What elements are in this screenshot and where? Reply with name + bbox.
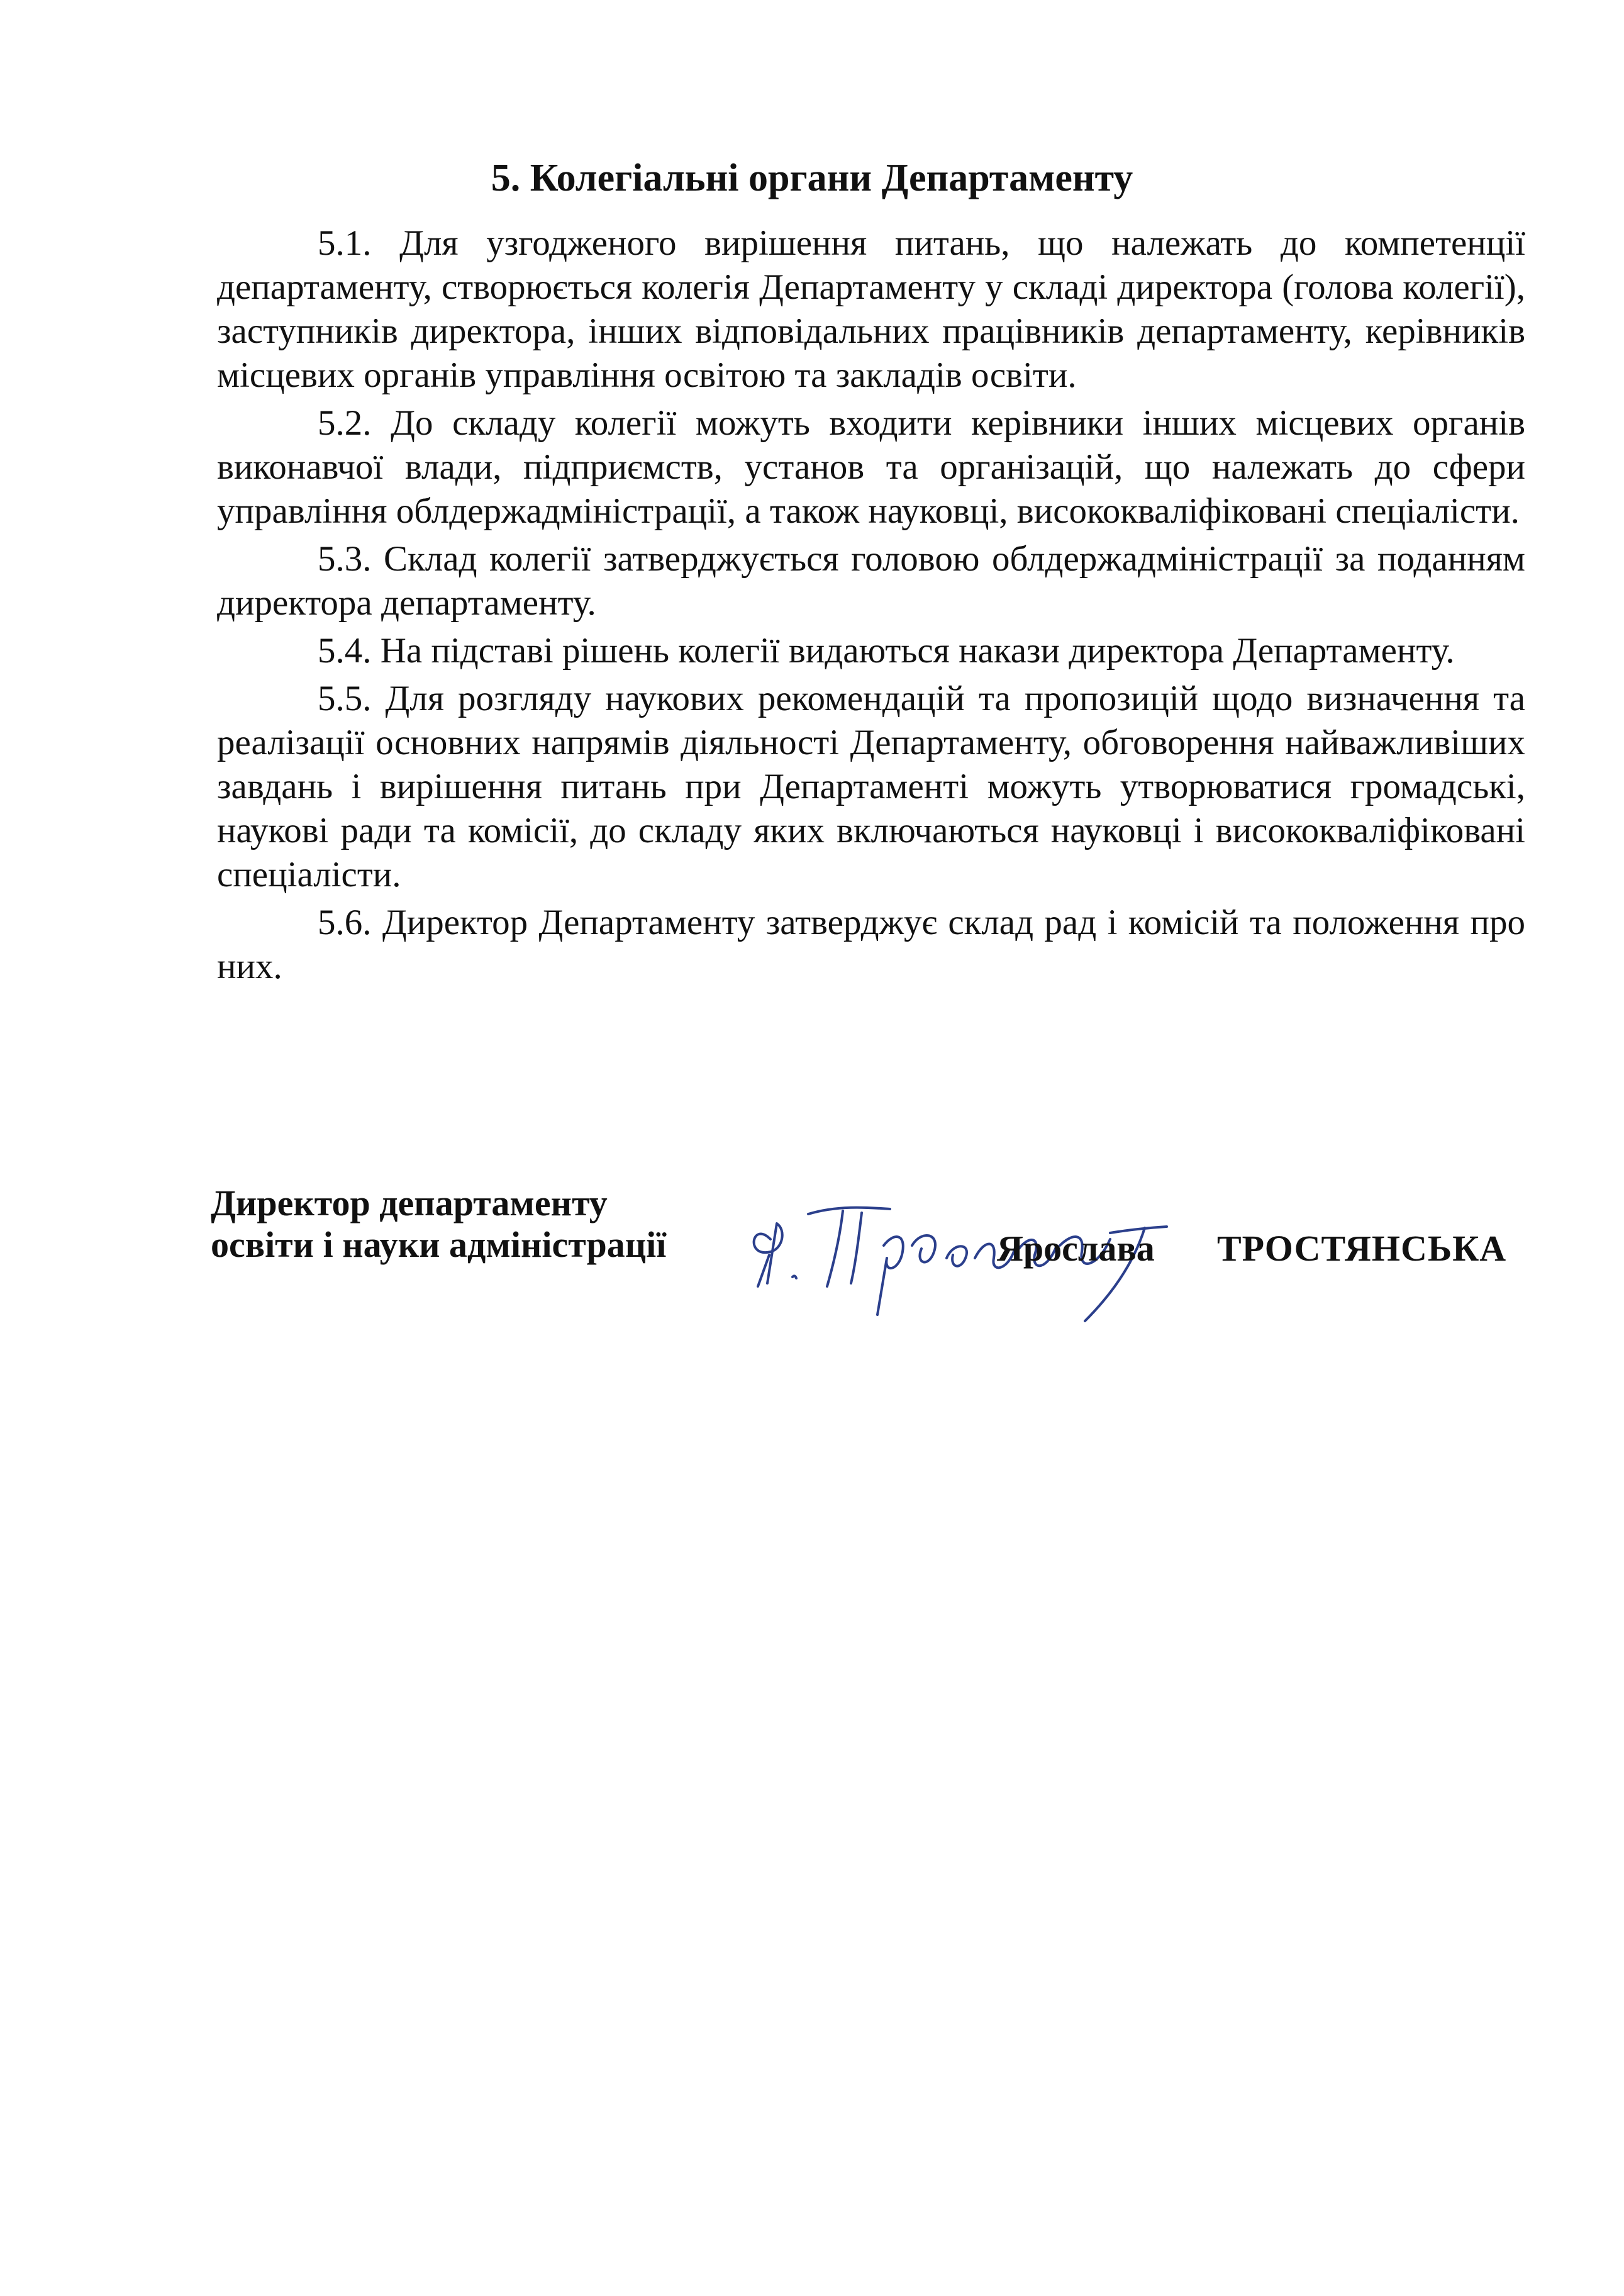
signatory-first-name: Ярослава [997, 1228, 1155, 1269]
signatory-title [211, 1183, 666, 1266]
section-body [217, 221, 1525, 993]
signatory-last-name: ТРОСТЯНСЬКА [1217, 1228, 1507, 1269]
section-heading: 5. Колегіальні органи Департаменту [491, 157, 1133, 199]
paragraph-5-3: 5.3. Склад колегії затверджується головою облдержадміністрації за поданням директора департаменту. [217, 539, 1525, 623]
signatory-title-line1: Директор департаменту [211, 1183, 608, 1223]
signatory-title-line2: освіти і науки адміністрації [211, 1224, 667, 1265]
signature-block [211, 1183, 1532, 1340]
paragraph-5-1: 5.1. Для узгодженого вирішення питань, що належать до компетенції департаменту, створюється колегія Департаменту у складі директора (голова колегії), заступників директора, інших відповідальних працівників департаменту, керівників місцевих органів управління освітою та закладів освіти. [217, 223, 1525, 395]
paragraph-5-5: 5.5. Для розгляду наукових рекомендацій та пропозицій щодо визначення та реалізації основних напрямів діяльності Департаменту, обговорення найважливіших завдань і вирішення питань при Департаменті можуть утворюватися громадські, наукові ради та комісії, до складу яких включаються науковці і висококваліфіковані спеціалісти. [217, 679, 1525, 894]
paragraph-5-6: 5.6. Директор Департаменту затверджує склад рад і комісій та положення про них. [217, 903, 1525, 986]
paragraph-5-2: 5.2. До складу колегії можуть входити керівники інших місцевих органів виконавчої влади, підприємств, установ та організацій, що належать до сфери управління облдержадміністрації, а також науковці, висококваліфіковані спеціалісти. [217, 403, 1525, 531]
paragraph-5-4: 5.4. На підставі рішень колегії видаються накази директора Департаменту. [318, 631, 1455, 671]
